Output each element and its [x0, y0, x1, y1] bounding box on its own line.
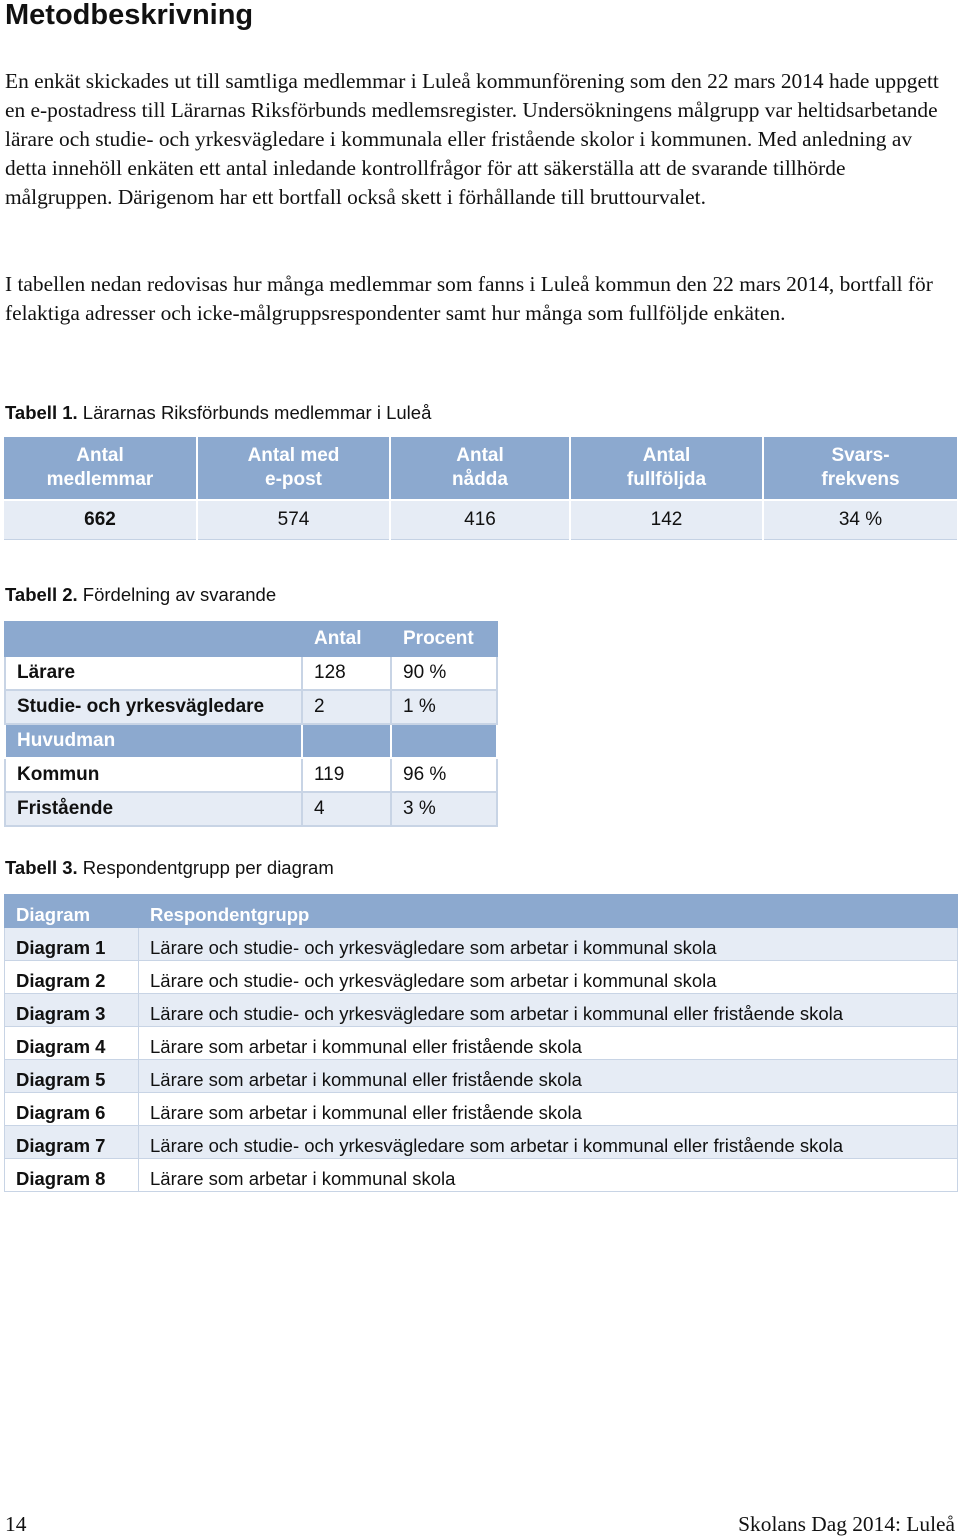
table1-value-row [4, 500, 957, 540]
diagram-respondent-table [4, 894, 958, 1192]
table3-diagram-label: Diagram 1 [5, 928, 139, 961]
table-row [5, 1093, 958, 1126]
table3-diagram-label: Diagram 2 [5, 961, 139, 994]
table-row [5, 792, 497, 826]
table3-diagram-label: Diagram 5 [5, 1060, 139, 1093]
table1-cell-members: 662 [4, 500, 197, 540]
table2-caption-text: Fördelning av svarande [77, 584, 277, 605]
table3-caption-label: Tabell 3. [5, 857, 78, 878]
table2-caption-label: Tabell 2. [5, 584, 78, 605]
table3-respondent-group: Lärare som arbetar i kommunal eller fristående skola [139, 1027, 958, 1060]
table1-cell-response-rate: 34 % [763, 500, 957, 540]
table3-respondent-group: Lärare som arbetar i kommunal eller fristående skola [139, 1093, 958, 1126]
table2-caption [5, 584, 276, 606]
table-intro-paragraph: I tabellen nedan redovisas hur många medlemmar som fanns i Luleå kommun den 22 mars 2014, bortfall för felaktiga adresser och icke-målgruppsrespondenter samt hur många som fullföljde enkäten. [5, 272, 933, 325]
footer-title: Skolans Dag 2014: Luleå [738, 1512, 955, 1536]
table2-row-label: Fristående [5, 792, 302, 826]
table2-section-label: Huvudman [5, 724, 302, 758]
table1-header-cell: Antal medlemmar [4, 437, 197, 500]
table2-section-empty [302, 724, 391, 758]
members-table [4, 437, 957, 540]
table2-section-empty [391, 724, 497, 758]
table2-row-count: 2 [302, 690, 391, 724]
table-row [5, 1159, 958, 1192]
table-row [5, 1126, 958, 1159]
table3-respondent-group: Lärare och studie- och yrkesvägledare som arbetar i kommunal skola [139, 928, 958, 961]
table2-row-percent: 90 % [391, 656, 497, 690]
page-number: 14 [5, 1512, 27, 1536]
table1-caption-text: Lärarnas Riksförbunds medlemmar i Luleå [77, 402, 432, 423]
table2-header-row [5, 622, 497, 656]
table2-row-count: 4 [302, 792, 391, 826]
table-row [5, 1027, 958, 1060]
table2-row-label: Lärare [5, 656, 302, 690]
table2-row-label: Studie- och yrkesvägledare [5, 690, 302, 724]
table3-respondent-group: Lärare och studie- och yrkesvägledare som arbetar i kommunal skola [139, 961, 958, 994]
table3-diagram-label: Diagram 8 [5, 1159, 139, 1192]
table1-caption [5, 402, 431, 424]
table3-header-cell: Diagram [5, 895, 139, 928]
table2-row-percent: 3 % [391, 792, 497, 826]
intro-paragraph: En enkät skickades ut till samtliga medlemmar i Luleå kommunförening som den 22 mars 2014 hade uppgett en e-postadress till Lärarnas Riksförbunds medlemsregister. Undersökningens målgrupp var heltidsarbetande lärare och studie- och yrkesvägledare i kommunala eller fristående skolor i kommunen. Med anledning av detta innehöll enkäten ett antal inledande kontrollfrågor för att säkerställa att de svarande tillhörde målgruppen. Därigenom har ett bortfall också skett i förhållande till bruttourvalet. [5, 69, 939, 209]
table3-diagram-label: Diagram 6 [5, 1093, 139, 1126]
table3-caption [5, 857, 334, 879]
table2-row-percent: 1 % [391, 690, 497, 724]
table1-header-cell: Antal fullföljda [570, 437, 763, 500]
table2-section-row [5, 724, 497, 758]
table3-respondent-group: Lärare och studie- och yrkesvägledare som arbetar i kommunal eller fristående skola [139, 1126, 958, 1159]
table1-header-row [4, 437, 957, 500]
table-row [5, 1060, 958, 1093]
respondents-table [4, 621, 498, 827]
table-row [5, 994, 958, 1027]
table2-header-cell: Antal [302, 622, 391, 656]
table1-header-cell: Svars- frekvens [763, 437, 957, 500]
table1-header-cell: Antal med e-post [197, 437, 390, 500]
table2-header-cell [5, 622, 302, 656]
table1-header-cell: Antal nådda [390, 437, 570, 500]
table3-caption-text: Respondentgrupp per diagram [77, 857, 334, 878]
table-row [5, 961, 958, 994]
table3-diagram-label: Diagram 3 [5, 994, 139, 1027]
table-row [5, 690, 497, 724]
table3-header-row [5, 895, 958, 928]
table-row [5, 656, 497, 690]
table2-row-count: 119 [302, 758, 391, 792]
table1-caption-label: Tabell 1. [5, 402, 78, 423]
table3-header-cell: Respondentgrupp [139, 895, 958, 928]
table3-respondent-group: Lärare och studie- och yrkesvägledare som arbetar i kommunal eller fristående skola [139, 994, 958, 1027]
table3-diagram-label: Diagram 7 [5, 1126, 139, 1159]
table3-respondent-group: Lärare som arbetar i kommunal eller fristående skola [139, 1060, 958, 1093]
table1-cell-completed: 142 [570, 500, 763, 540]
table2-row-label: Kommun [5, 758, 302, 792]
table2-row-count: 128 [302, 656, 391, 690]
table3-diagram-label: Diagram 4 [5, 1027, 139, 1060]
table2-row-percent: 96 % [391, 758, 497, 792]
table2-header-cell: Procent [391, 622, 497, 656]
table1-cell-email: 574 [197, 500, 390, 540]
table-row [5, 758, 497, 792]
table-row [5, 928, 958, 961]
page-title: Metodbeskrivning [5, 0, 254, 31]
table3-respondent-group: Lärare som arbetar i kommunal skola [139, 1159, 958, 1192]
table1-cell-reached: 416 [390, 500, 570, 540]
